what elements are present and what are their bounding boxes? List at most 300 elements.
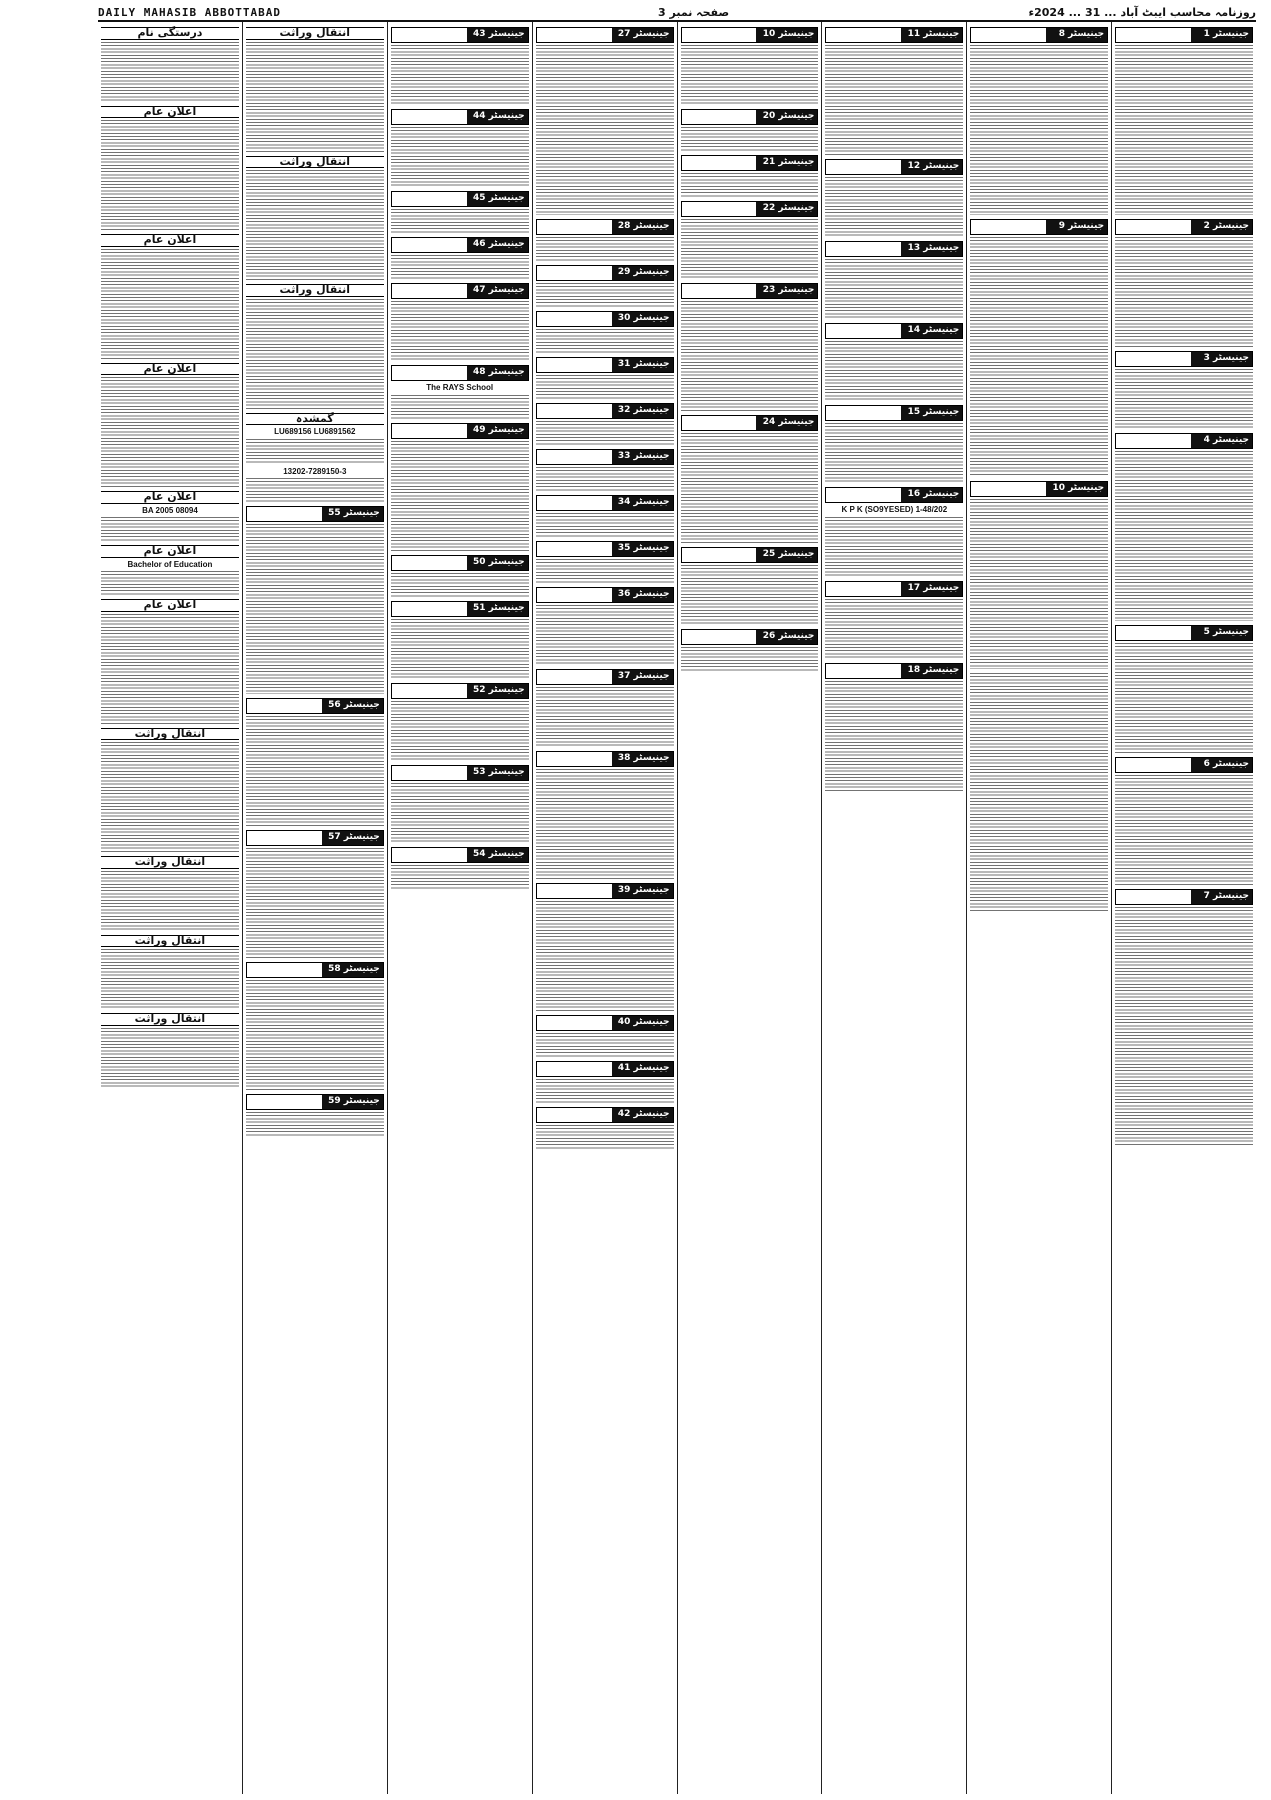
notice-body-text bbox=[246, 42, 384, 152]
notice-body-text bbox=[825, 341, 963, 401]
notice-header bbox=[1115, 889, 1253, 905]
column-4 bbox=[677, 22, 822, 1794]
notice-body-text bbox=[101, 614, 239, 724]
notice bbox=[391, 601, 529, 679]
notice-header bbox=[391, 765, 529, 781]
notice-header bbox=[391, 683, 529, 699]
notice-body-text bbox=[536, 901, 674, 1011]
notice bbox=[536, 449, 674, 491]
notice bbox=[391, 765, 529, 843]
notice-number: جینیسٹر 28 bbox=[617, 221, 670, 231]
notice bbox=[246, 1094, 384, 1136]
notice bbox=[536, 495, 674, 537]
notice-number: جینیسٹر 1 bbox=[1203, 29, 1249, 39]
notice-header bbox=[681, 201, 819, 217]
notice bbox=[246, 413, 384, 463]
notice-title: اعلان عام bbox=[101, 545, 239, 558]
notice-title: اعلان عام bbox=[101, 106, 239, 119]
notice bbox=[246, 284, 384, 409]
notice-number: جینیسٹر 50 bbox=[473, 556, 525, 567]
notice-header bbox=[1115, 219, 1253, 235]
notice-header bbox=[536, 265, 674, 281]
notice-header bbox=[825, 405, 963, 421]
notice-header bbox=[391, 237, 529, 253]
notice-header bbox=[391, 109, 529, 125]
notice-number: جینیسٹر 32 bbox=[617, 405, 670, 415]
notice bbox=[681, 415, 819, 543]
notice-header bbox=[825, 241, 963, 257]
notice-header bbox=[246, 506, 384, 522]
notice-header bbox=[536, 1015, 674, 1031]
notice-title: انتقال وراثت bbox=[101, 1013, 239, 1026]
notice-number: جینیسٹر 54 bbox=[473, 848, 525, 859]
notice-header bbox=[391, 555, 529, 571]
notice bbox=[825, 241, 963, 319]
notice-number: جینیسٹر 52 bbox=[473, 684, 525, 695]
notice-title: اعلان عام bbox=[101, 599, 239, 612]
notice-number: جینیسٹر 51 bbox=[473, 602, 525, 613]
notice bbox=[101, 363, 239, 488]
notice bbox=[101, 491, 239, 541]
notice-number: جینیسٹر 2 bbox=[1203, 221, 1249, 231]
notice-body-text bbox=[391, 441, 529, 551]
notice-header bbox=[536, 449, 674, 465]
notice-body-text bbox=[101, 742, 239, 852]
notice-number: جینیسٹر 42 bbox=[617, 1109, 670, 1119]
notice bbox=[101, 935, 239, 1010]
notice-header bbox=[391, 27, 529, 43]
notice bbox=[536, 265, 674, 307]
column-3 bbox=[821, 22, 966, 1794]
notice bbox=[825, 405, 963, 483]
masthead-title-en: DAILY MAHASIB ABBOTTABAD bbox=[98, 5, 281, 19]
notice-number: جینیسٹر 3 bbox=[1203, 353, 1249, 363]
notice-header bbox=[391, 191, 529, 207]
notice-number: جینیسٹر 14 bbox=[907, 325, 960, 335]
notice-header bbox=[391, 365, 529, 381]
notice-number: جینیسٹر 17 bbox=[907, 582, 960, 593]
notice-number: جینیسٹر 56 bbox=[328, 700, 380, 710]
notice-body-text bbox=[246, 980, 384, 1090]
notice-body-text bbox=[536, 605, 674, 665]
notice-body-text bbox=[536, 237, 674, 261]
notice-body-text bbox=[246, 848, 384, 958]
notice-number: جینیسٹر 16 bbox=[907, 489, 960, 499]
notice-number: جینیسٹر 33 bbox=[617, 451, 670, 461]
notice-body-text bbox=[1115, 643, 1253, 753]
notice-body-text bbox=[101, 571, 239, 595]
notice-header bbox=[825, 663, 963, 679]
notice-number: جینیسٹر 57 bbox=[328, 832, 380, 842]
notice-body-text bbox=[536, 467, 674, 491]
notice bbox=[391, 423, 529, 551]
notice-body-text bbox=[536, 45, 674, 215]
notice bbox=[681, 201, 819, 279]
notice bbox=[536, 27, 674, 215]
notice-body-text bbox=[681, 45, 819, 105]
notice bbox=[825, 323, 963, 401]
notice bbox=[1115, 889, 1253, 1147]
notice-header bbox=[825, 27, 963, 43]
notice-number: جینیسٹر 49 bbox=[473, 424, 525, 435]
notice-body-text bbox=[101, 249, 239, 359]
notice bbox=[246, 467, 384, 503]
notice-body-text bbox=[1115, 237, 1253, 347]
notice bbox=[246, 156, 384, 281]
notice-body-text bbox=[681, 565, 819, 625]
notice-latin-text: 13202-7289150-3 bbox=[283, 466, 347, 476]
notice-body-text bbox=[391, 301, 529, 361]
notice-body-text bbox=[246, 1112, 384, 1136]
notice-body-text bbox=[391, 619, 529, 679]
notice-body-text bbox=[391, 783, 529, 843]
notice bbox=[536, 403, 674, 445]
notice-number: جینیسٹر 37 bbox=[617, 671, 670, 681]
column-2 bbox=[966, 22, 1111, 1794]
notice bbox=[970, 673, 1108, 913]
notice bbox=[246, 506, 384, 694]
notice-body-text bbox=[1115, 775, 1253, 885]
notice-number: جینیسٹر 58 bbox=[328, 964, 380, 974]
notice-header bbox=[681, 155, 819, 171]
notice-number: جینیسٹر 38 bbox=[617, 753, 670, 763]
notice bbox=[536, 311, 674, 353]
notice bbox=[536, 219, 674, 261]
notice bbox=[536, 587, 674, 665]
notice-body-text bbox=[970, 45, 1108, 215]
notice-body-text bbox=[391, 573, 529, 597]
notice-body-text bbox=[246, 478, 384, 502]
notice-body-text bbox=[101, 377, 239, 487]
notice-title: اعلان عام bbox=[101, 491, 239, 504]
notice-number: جینیسٹر 8 bbox=[1058, 29, 1105, 39]
notice-header bbox=[1115, 625, 1253, 641]
notice-latin-text: K P K (SO9YESED) 1-48/202 bbox=[841, 505, 948, 514]
notice-header bbox=[536, 495, 674, 511]
notice-latin-text: LU689156 LU6891562 bbox=[274, 427, 356, 436]
notice bbox=[101, 1013, 239, 1088]
notice-title: گمشدہ bbox=[246, 413, 384, 426]
notice bbox=[101, 234, 239, 359]
notice-title: انتقال وراثت bbox=[101, 935, 239, 948]
notice-number: جینیسٹر 10 bbox=[762, 29, 815, 39]
notice bbox=[536, 1015, 674, 1057]
notice-header bbox=[970, 27, 1108, 43]
notice-number: جینیسٹر 45 bbox=[473, 193, 525, 203]
notice bbox=[970, 27, 1108, 215]
notice-header bbox=[246, 962, 384, 978]
notice bbox=[246, 27, 384, 152]
notice-number: جینیسٹر 6 bbox=[1203, 759, 1249, 769]
notice-body-text bbox=[391, 395, 529, 419]
notice bbox=[391, 847, 529, 889]
notice-header bbox=[1115, 433, 1253, 449]
notice-header bbox=[536, 587, 674, 603]
notice-body-text bbox=[536, 769, 674, 879]
column-5 bbox=[532, 22, 677, 1794]
notice bbox=[391, 555, 529, 597]
notice-title: اعلان عام bbox=[101, 234, 239, 247]
notice-number: جینیسٹر 55 bbox=[328, 508, 380, 518]
notice-latin-text: The RAYS School bbox=[426, 383, 494, 392]
notice-body-text bbox=[246, 439, 384, 463]
columns-container bbox=[98, 22, 1256, 1794]
notice-title: انتقال وراثت bbox=[101, 856, 239, 869]
notice-body-text bbox=[391, 45, 529, 105]
notice-number: جینیسٹر 11 bbox=[907, 29, 960, 39]
notice bbox=[536, 751, 674, 879]
notice-body-text bbox=[536, 559, 674, 583]
notice-header bbox=[246, 698, 384, 714]
notice bbox=[391, 683, 529, 761]
notice-body-text bbox=[391, 701, 529, 761]
notice-body-text bbox=[681, 219, 819, 279]
notice-number: جینیسٹر 26 bbox=[762, 631, 815, 641]
notice-body-text bbox=[391, 255, 529, 279]
notice-title: انتقال وراثت bbox=[246, 27, 384, 40]
notice-body-text bbox=[101, 42, 239, 102]
notice-title: انتقال وراثت bbox=[246, 156, 384, 169]
notice-body-text bbox=[101, 517, 239, 541]
notice-number: جینیسٹر 59 bbox=[328, 1096, 380, 1106]
notice-body-text bbox=[825, 259, 963, 319]
notice-latin-text: Bachelor of Education bbox=[127, 559, 213, 569]
notice-number: جینیسٹر 15 bbox=[907, 407, 960, 417]
notice-body-text bbox=[536, 1125, 674, 1149]
notice-number: جینیسٹر 44 bbox=[473, 111, 525, 121]
notice-body-text bbox=[825, 517, 963, 577]
notice-header bbox=[825, 159, 963, 175]
notice-header bbox=[391, 847, 529, 863]
notice bbox=[681, 27, 819, 105]
notice-title: اعلان عام bbox=[101, 363, 239, 376]
notice bbox=[101, 106, 239, 231]
notice-header bbox=[536, 219, 674, 235]
notice-header bbox=[1115, 757, 1253, 773]
notice-body-text bbox=[391, 127, 529, 187]
notice bbox=[1115, 219, 1253, 347]
notice-number: جینیسٹر 27 bbox=[617, 29, 670, 39]
notice bbox=[825, 663, 963, 791]
notice-header bbox=[536, 751, 674, 767]
notice-number: جینیسٹر 4 bbox=[1203, 435, 1249, 445]
notice-number: جینیسٹر 41 bbox=[617, 1063, 670, 1073]
column-7 bbox=[242, 22, 387, 1794]
notice-body-text bbox=[101, 871, 239, 931]
notice-body-text bbox=[101, 949, 239, 1009]
notice bbox=[391, 191, 529, 233]
notice-number: جینیسٹر 21 bbox=[762, 157, 815, 167]
notice-header bbox=[536, 669, 674, 685]
notice bbox=[101, 27, 239, 102]
notice-header bbox=[681, 547, 819, 563]
notice bbox=[101, 728, 239, 853]
notice-number: جینیسٹر 40 bbox=[617, 1017, 670, 1027]
notice-number: جینیسٹر 46 bbox=[473, 239, 525, 249]
masthead bbox=[98, 4, 1256, 22]
notice bbox=[101, 856, 239, 931]
notice-header bbox=[681, 283, 819, 299]
column-1 bbox=[1111, 22, 1256, 1794]
notice bbox=[391, 109, 529, 187]
notice bbox=[536, 883, 674, 1011]
notice-body-text bbox=[536, 375, 674, 399]
notice bbox=[536, 357, 674, 399]
notice bbox=[1115, 27, 1253, 215]
notice bbox=[391, 237, 529, 279]
notice bbox=[970, 481, 1108, 669]
notice-body-text bbox=[970, 673, 1108, 913]
notice bbox=[101, 599, 239, 724]
column-8 bbox=[98, 22, 242, 1794]
notice-body-text bbox=[970, 499, 1108, 669]
notice bbox=[1115, 433, 1253, 621]
notice bbox=[825, 581, 963, 659]
notice-body-text bbox=[681, 127, 819, 151]
notice-header bbox=[536, 403, 674, 419]
notice-header bbox=[536, 27, 674, 43]
notice-header bbox=[391, 283, 529, 299]
notice-header bbox=[1115, 27, 1253, 43]
notice bbox=[536, 541, 674, 583]
notice-number: جینیسٹر 12 bbox=[907, 161, 960, 171]
notice-body-text bbox=[536, 1033, 674, 1057]
notice-header bbox=[536, 541, 674, 557]
notice bbox=[681, 283, 819, 411]
notice bbox=[825, 159, 963, 237]
notice-header bbox=[536, 311, 674, 327]
notice-number: جینیسٹر 7 bbox=[1203, 891, 1249, 901]
notice-header bbox=[246, 830, 384, 846]
notice-number: جینیسٹر 22 bbox=[762, 203, 815, 213]
notice-number: جینیسٹر 24 bbox=[762, 417, 815, 427]
notice-body-text bbox=[1115, 45, 1253, 215]
notice-header bbox=[825, 487, 963, 503]
notice bbox=[246, 698, 384, 826]
notice-body-text bbox=[536, 329, 674, 353]
notice-header bbox=[970, 219, 1108, 235]
notice-number: جینیسٹر 18 bbox=[907, 664, 960, 675]
masthead-title-ur: روزنامہ محاسب ایبٹ آباد ... 31 ... 2024ء bbox=[1028, 5, 1256, 19]
notice bbox=[246, 830, 384, 958]
notice-number: جینیسٹر 9 bbox=[1058, 221, 1105, 231]
notice-header bbox=[681, 415, 819, 431]
notice-number: جینیسٹر 47 bbox=[473, 285, 525, 295]
notice-header bbox=[536, 1061, 674, 1077]
notice-header bbox=[681, 629, 819, 645]
notice-number: جینیسٹر 13 bbox=[907, 243, 960, 253]
notice-body-text bbox=[536, 1079, 674, 1103]
notice-body-text bbox=[536, 687, 674, 747]
notice-body-text bbox=[536, 283, 674, 307]
notice-body-text bbox=[536, 421, 674, 445]
notice-number: جینیسٹر 35 bbox=[617, 543, 670, 553]
notice bbox=[1115, 351, 1253, 429]
notice-number: جینیسٹر 25 bbox=[762, 549, 815, 559]
notice-number: جینیسٹر 36 bbox=[617, 589, 670, 599]
notice-body-text bbox=[681, 173, 819, 197]
notice-number: جینیسٹر 39 bbox=[617, 885, 670, 895]
notice-body-text bbox=[1115, 369, 1253, 429]
notice-header bbox=[536, 883, 674, 899]
notice bbox=[101, 545, 239, 595]
notice-title: انتقال وراثت bbox=[101, 728, 239, 741]
notice-body-text bbox=[681, 433, 819, 543]
notice bbox=[536, 1107, 674, 1149]
notice-body-text bbox=[246, 299, 384, 409]
notice-title: درستگی نام bbox=[101, 27, 239, 40]
notice-body-text bbox=[681, 301, 819, 411]
notice-number: جینیسٹر 43 bbox=[473, 29, 525, 39]
notice-number: جینیسٹر 31 bbox=[617, 359, 670, 369]
notice bbox=[970, 219, 1108, 477]
notice-body-text bbox=[970, 237, 1108, 477]
notice-body-text bbox=[246, 716, 384, 826]
notice-number: جینیسٹر 10 bbox=[1052, 483, 1105, 493]
notice-header bbox=[246, 1094, 384, 1110]
notice bbox=[681, 629, 819, 671]
notice bbox=[246, 962, 384, 1090]
notice-latin-text: BA 2005 08094 bbox=[142, 505, 198, 515]
notice-header bbox=[825, 323, 963, 339]
notice-number: جینیسٹر 48 bbox=[473, 367, 525, 377]
notice-number: جینیسٹر 20 bbox=[762, 111, 815, 121]
notice-header bbox=[536, 1107, 674, 1123]
notice-body-text bbox=[825, 681, 963, 791]
notice-body-text bbox=[391, 865, 529, 889]
notice bbox=[1115, 625, 1253, 753]
notice-header bbox=[391, 601, 529, 617]
notice-number: جینیسٹر 34 bbox=[617, 497, 670, 507]
notice-body-text bbox=[246, 170, 384, 280]
notice bbox=[681, 109, 819, 151]
notice-number: جینیسٹر 53 bbox=[473, 766, 525, 777]
notice-body-text bbox=[825, 599, 963, 659]
notice bbox=[825, 487, 963, 577]
notice-header bbox=[391, 423, 529, 439]
notice bbox=[391, 365, 529, 419]
notice-header bbox=[825, 581, 963, 597]
notice-number: جینیسٹر 29 bbox=[617, 267, 670, 277]
notice bbox=[391, 283, 529, 361]
notice-body-text bbox=[1115, 907, 1253, 1147]
notice-title: انتقال وراثت bbox=[246, 284, 384, 297]
notice-body-text bbox=[536, 513, 674, 537]
notice-body-text bbox=[391, 209, 529, 233]
column-6 bbox=[387, 22, 532, 1794]
notice-header bbox=[536, 357, 674, 373]
notice-number: جینیسٹر 23 bbox=[762, 285, 815, 295]
notice-header bbox=[681, 109, 819, 125]
notice-body-text bbox=[246, 524, 384, 694]
notice bbox=[391, 27, 529, 105]
notice-body-text bbox=[101, 120, 239, 230]
notice-body-text bbox=[825, 177, 963, 237]
notice bbox=[1115, 757, 1253, 885]
notice-body-text bbox=[825, 45, 963, 155]
notice bbox=[536, 1061, 674, 1103]
notice-body-text bbox=[1115, 451, 1253, 621]
notice-header bbox=[681, 27, 819, 43]
notice bbox=[536, 669, 674, 747]
notice-header bbox=[970, 481, 1108, 497]
notice-body-text bbox=[101, 1028, 239, 1088]
notice bbox=[825, 27, 963, 155]
notice bbox=[681, 155, 819, 197]
page-number: صفحہ نمبر 3 bbox=[658, 5, 730, 19]
notice bbox=[681, 547, 819, 625]
notice-header bbox=[1115, 351, 1253, 367]
